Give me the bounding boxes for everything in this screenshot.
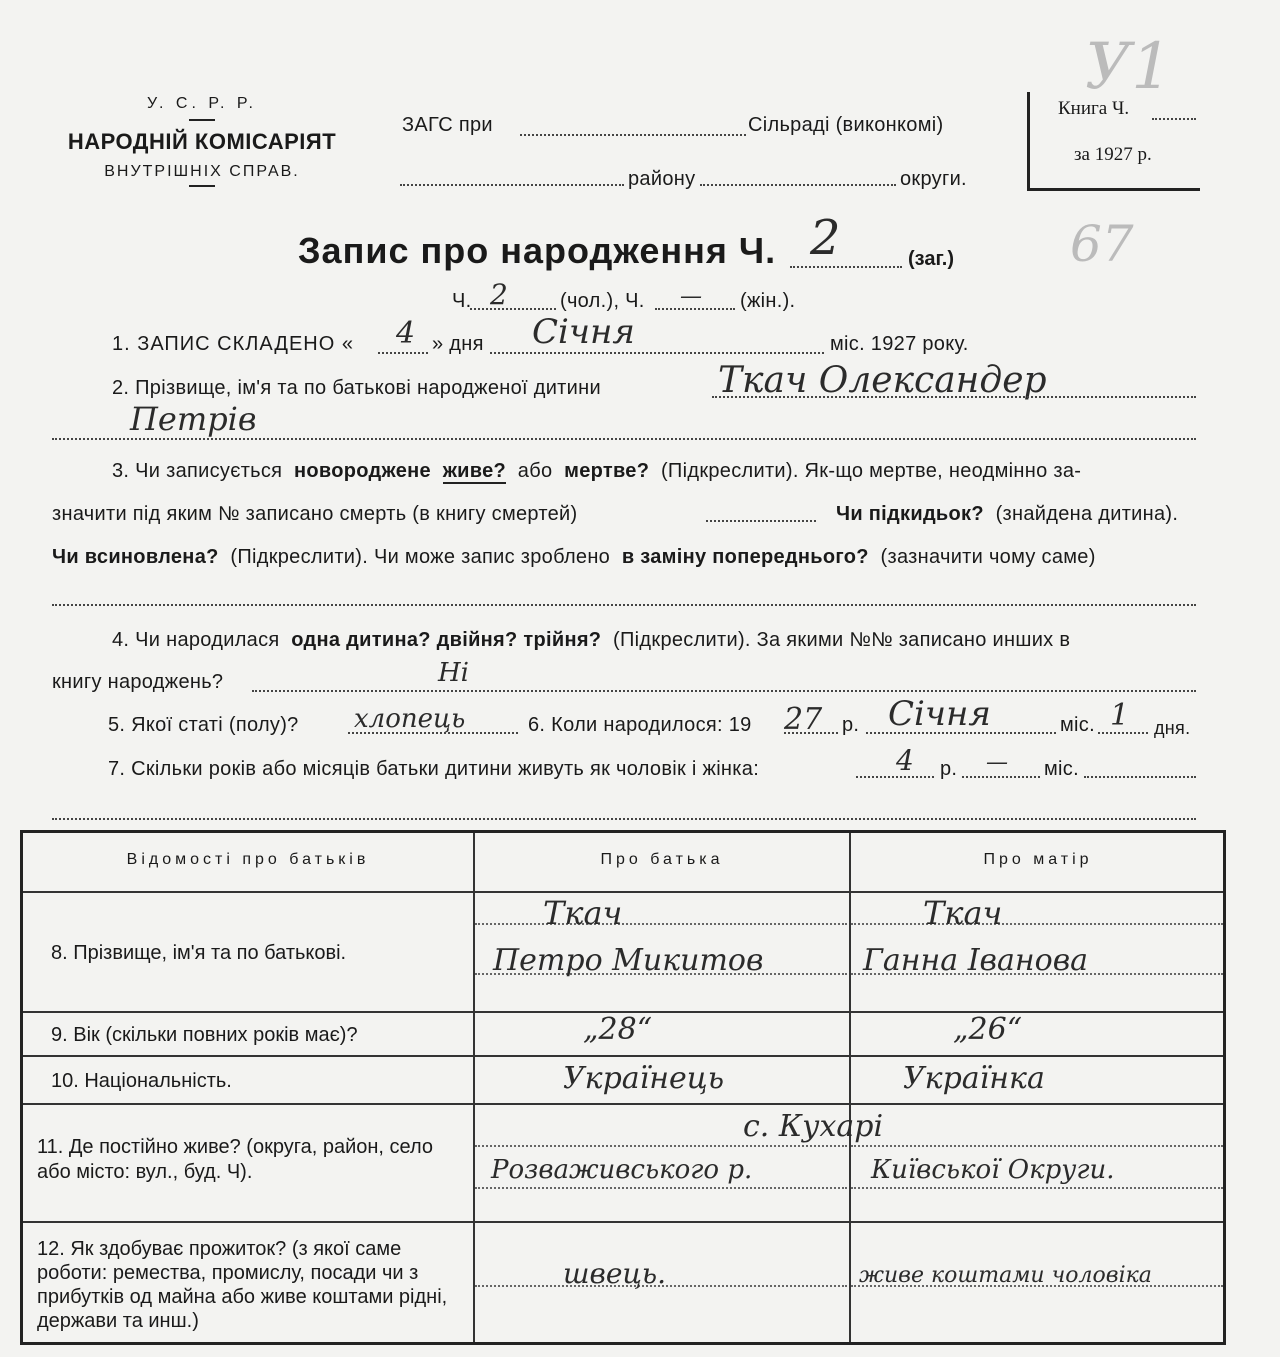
item4-line2: книгу народжень? — [52, 671, 224, 693]
row-divider — [23, 1221, 1223, 1223]
item1-tail: міс. 1927 року. — [830, 333, 969, 355]
option-multiplicity: одна дитина? двійня? трійня? — [291, 629, 602, 651]
book-label: Книга Ч. — [1058, 98, 1130, 119]
item1-label: 1. ЗАПИС СКЛАДЕНО « — [112, 333, 354, 355]
option-dead: мертве? — [564, 460, 650, 482]
row-divider — [23, 1103, 1223, 1105]
republic-label: У. С. Р. Р. — [146, 95, 257, 112]
zags-field — [520, 134, 746, 136]
marriage-years: 4 — [896, 744, 914, 777]
marriage-years-field — [856, 776, 934, 778]
female-label: (жін.). — [740, 290, 796, 312]
item3-text: (знайдена дитина). — [995, 503, 1179, 525]
header-father: Про батька — [600, 851, 724, 868]
mother-name: Ганна Іванова — [863, 943, 1089, 978]
zags-prefix: ЗАГС при — [402, 114, 493, 136]
months-suffix: міс. — [1044, 758, 1079, 780]
option-newborn: новороджене — [294, 460, 431, 482]
item2-label: 2. Прізвище, ім'я та по батькові народженої дитини — [112, 377, 601, 399]
row-divider — [23, 1055, 1223, 1057]
male-count: 2 — [490, 278, 508, 311]
item3-line2-a: значити під яким № записано смерть (в книгу смертей) — [52, 503, 578, 525]
record-suffix: (заг.) — [908, 248, 955, 270]
residence-okrug: Київської Округи. — [871, 1155, 1115, 1185]
option-alive: живе? — [442, 460, 507, 482]
zags-suffix: Сільраді (виконкомі) — [748, 114, 944, 136]
year-suffix: р. — [842, 714, 860, 736]
item3-text: або — [517, 460, 553, 482]
option-replacement: в заміну попереднього? — [621, 546, 869, 568]
birth-month-field — [866, 732, 1056, 734]
sex-value: хлопець — [354, 704, 466, 734]
book-number-field — [1152, 118, 1196, 120]
birth-day: 1 — [1110, 698, 1130, 733]
sex-field — [348, 732, 518, 734]
marriage-months: — — [986, 750, 1008, 775]
item4-field — [252, 690, 1196, 692]
mother-surname: Ткач — [923, 894, 1003, 932]
item6-label: 6. Коли народилося: 19 — [528, 714, 752, 736]
item1-month: Січня — [532, 312, 635, 352]
row-label-nationality: 10. Національність. — [51, 1070, 232, 1092]
item3-text: (Підкреслити). Як-що мертве, неодмінно за- — [660, 460, 1082, 482]
father-nationality: Українець — [563, 1061, 725, 1096]
birth-day-field — [1098, 732, 1148, 734]
value-line — [475, 1187, 847, 1189]
item4-value: Ні — [438, 658, 469, 688]
item4-text: (Підкреслити). За якими №№ записано инших в — [613, 629, 1071, 651]
birth-year-field — [784, 732, 838, 734]
header-parents-info: Відомості про батьків — [126, 851, 370, 868]
marriage-months-field — [962, 776, 1040, 778]
birth-month: Січня — [888, 694, 991, 734]
value-line — [851, 1187, 1223, 1189]
month-suffix: міс. — [1060, 714, 1095, 736]
column-divider — [473, 833, 475, 1342]
father-occupation: швець. — [563, 1257, 667, 1290]
day-suffix: дня. — [1154, 718, 1191, 738]
item3-line1 — [112, 460, 1081, 483]
child-name: Ткач Олександер — [718, 360, 1047, 401]
birth-year: 27 — [784, 702, 823, 737]
okrug-field — [700, 184, 896, 186]
years-suffix: р. — [940, 758, 958, 780]
female-count: — — [680, 284, 702, 309]
parents-table — [20, 830, 1226, 1345]
mother-age: „26“ — [953, 1012, 1023, 1047]
row-divider — [23, 891, 1223, 893]
value-line — [851, 1145, 1223, 1147]
item7-field — [52, 818, 1196, 820]
residence-district: Розваживського р. — [491, 1155, 753, 1185]
male-count-field — [470, 308, 556, 310]
commissariat-label: НАРОДНІЙ КОМІСАРІЯТ — [67, 129, 337, 154]
value-line — [475, 923, 847, 925]
female-count-field — [655, 308, 735, 310]
item3-text: (Підкреслити). Чи може запис зроблено — [230, 546, 611, 568]
column-divider — [849, 833, 851, 1342]
mother-occupation: живе коштами чоловіка — [859, 1263, 1152, 1288]
item1-month-field — [490, 352, 824, 354]
mother-nationality: Українка — [903, 1061, 1045, 1096]
item1-day: 4 — [396, 316, 416, 351]
item3-line2 — [836, 503, 1178, 526]
row-label-name: 8. Прізвище, ім'я та по батькові. — [51, 942, 347, 964]
item4-line1 — [112, 629, 1070, 652]
divider — [189, 185, 215, 187]
department-label: ВНУТРІШНІХ СПРАВ. — [104, 163, 300, 180]
district-field — [400, 184, 624, 186]
record-title: Запис про народження Ч. — [298, 230, 777, 271]
header-mother: Про матір — [983, 851, 1093, 868]
district-label: району — [628, 168, 696, 190]
male-prefix: Ч. — [452, 290, 472, 312]
record-number-field — [790, 266, 902, 268]
archive-mark-top: У1 — [1085, 30, 1172, 104]
item7-field-tail — [1084, 776, 1196, 778]
item1-mid: » дня — [432, 333, 484, 355]
row-label-residence: 11. Де постійно живе? (округа, район, село або місто: вул., буд. Ч). — [37, 1136, 434, 1183]
child-name-field-2 — [52, 438, 1196, 440]
record-number: 2 — [810, 210, 841, 266]
option-adopted: Чи всиновлена? — [52, 546, 219, 568]
value-line — [851, 923, 1223, 925]
item3-line3 — [52, 546, 1096, 569]
death-number-field — [706, 520, 816, 522]
book-box — [1027, 92, 1200, 191]
male-label: (чол.), Ч. — [560, 290, 645, 312]
okrug-label: округи. — [900, 168, 967, 190]
divider — [189, 119, 215, 121]
item5-label: 5. Якої статі (полу)? — [108, 714, 299, 736]
book-year: за 1927 р. — [1074, 144, 1152, 165]
father-surname: Ткач — [543, 894, 623, 932]
issuer-block — [52, 95, 352, 193]
father-name: Петро Микитов — [493, 943, 764, 978]
father-age: „28“ — [583, 1012, 653, 1047]
item1-day-field — [378, 352, 428, 354]
row-label-income: 12. Як здобуває прожиток? (з якої саме роботи: ремества, промислу, посади чи з прибутків од майна або живе коштами рідні, держави та инш.) — [37, 1238, 448, 1332]
value-line — [475, 1145, 847, 1147]
option-foundling: Чи підкидьок? — [836, 503, 984, 525]
item3-text: 3. Чи записується — [112, 460, 283, 482]
item3-field — [52, 604, 1196, 606]
item3-text: (зазначити чому саме) — [880, 546, 1096, 568]
row-label-age: 9. Вік (скільки повних років має)? — [51, 1024, 358, 1046]
child-patronymic: Петрів — [130, 400, 257, 438]
item4-text: 4. Чи народилася — [112, 629, 280, 651]
residence-village: с. Кухарі — [743, 1109, 884, 1144]
archive-mark-number: 67 — [1070, 215, 1134, 273]
child-name-field — [712, 396, 1196, 398]
item7-label: 7. Скільки років або місяців батьки дитини живуть як чоловік і жінка: — [108, 758, 760, 780]
